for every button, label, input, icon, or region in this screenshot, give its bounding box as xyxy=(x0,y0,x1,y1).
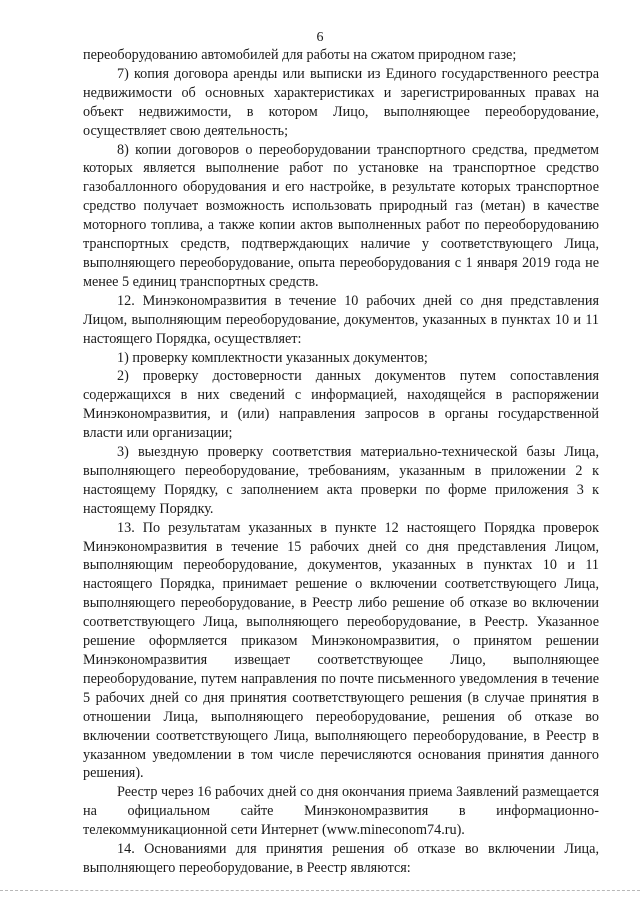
scan-edge-line xyxy=(0,890,640,891)
paragraph: переоборудованию автомобилей для работы на сжатом природном газе; xyxy=(83,47,517,63)
paragraph: 1) проверку комплектности указанных документов; xyxy=(117,349,428,366)
document-body xyxy=(83,46,599,878)
paragraph: 7) копия договора аренды или выписки из Единого государственного реестра недвижимости об основных характеристиках и зарегистрированных правах на объект недвижимости, в котором Лицо, выполняющее переоборудование, осуществляет свою деятельность; xyxy=(83,65,599,139)
paragraph: 8) копии договоров о переоборудовании транспортного средства, предметом которых является выполнение работ по установке на транспортное средство газобаллонного оборудования и его настройке, в результате которых транспортное средство получает возможность использовать природный газ (метан) в качестве моторного топлива, а также копии актов выполненных работ по переоборудованию транспортных средств, подтверждающих наличие у соответствующего Лица, выполняющего переоборудование, опыта переоборудования с 1 января 2019 года не менее 5 единиц транспортных средств. xyxy=(83,141,599,290)
paragraph: 12. Минэкономразвития в течение 10 рабочих дней со дня представления Лицом, выполняющим переоборудование, документов, указанных в пунктах 10 и 11 настоящего Порядка, осуществляет: xyxy=(83,292,599,347)
paragraph: Реестр через 16 рабочих дней со дня окончания приема Заявлений размещается на официальном сайте Минэкономразвития в информационно-телекоммуникационной сети Интернет (www.mineconom74.ru). xyxy=(83,784,599,839)
paragraph: 3) выездную проверку соответствия материально-технической базы Лица, выполняющего переоборудование, требованиям, указанным в приложении 2 к настоящему Порядку, с заполнением акта проверки по форме приложения 3 к настоящему Порядку. xyxy=(83,444,599,517)
paragraph: 14. Основаниями для принятия решения об отказе во включении Лица, выполняющего переоборудование, в Реестр являются: xyxy=(83,841,599,876)
paragraph: 2) проверку достоверности данных документов путем сопоставления содержащихся в них сведений с информацией, находящейся в распоряжении Минэкономразвития, и (или) направления запросов в органы государственной власти или организации; xyxy=(83,368,599,442)
page-number: 6 xyxy=(316,30,324,45)
paragraph: 13. По результатам указанных в пункте 12 настоящего Порядка проверок Минэкономразвития в течение 15 рабочих дней со дня представления Лицом, выполняющим переоборудование, документов, указанных в пунктах 10 и 11 настоящего Порядка, принимает решение о включении соответствующего Лица, выполняющего переоборудование, в Реестр либо решение об отказе во включении соответствующего Лица, выполняющего переоборудование, в Реестр. Указанное решение оформляется приказом Минэкономразвития, о принятом решении Минэкономразвития извещает соответствующее Лицо, выполняющее переоборудование, путем направления по почте письменного уведомления в течение 5 рабочих дней со дня принятия соответствующего решения (в случае принятия в отношении Лица, выполняющего переоборудование, решения об отказе во включении соответствующего Лица, выполняющего переоборудование, в Реестр в указанном уведомлении в том числе перечисляются основания принятия данного решения). xyxy=(83,519,599,782)
